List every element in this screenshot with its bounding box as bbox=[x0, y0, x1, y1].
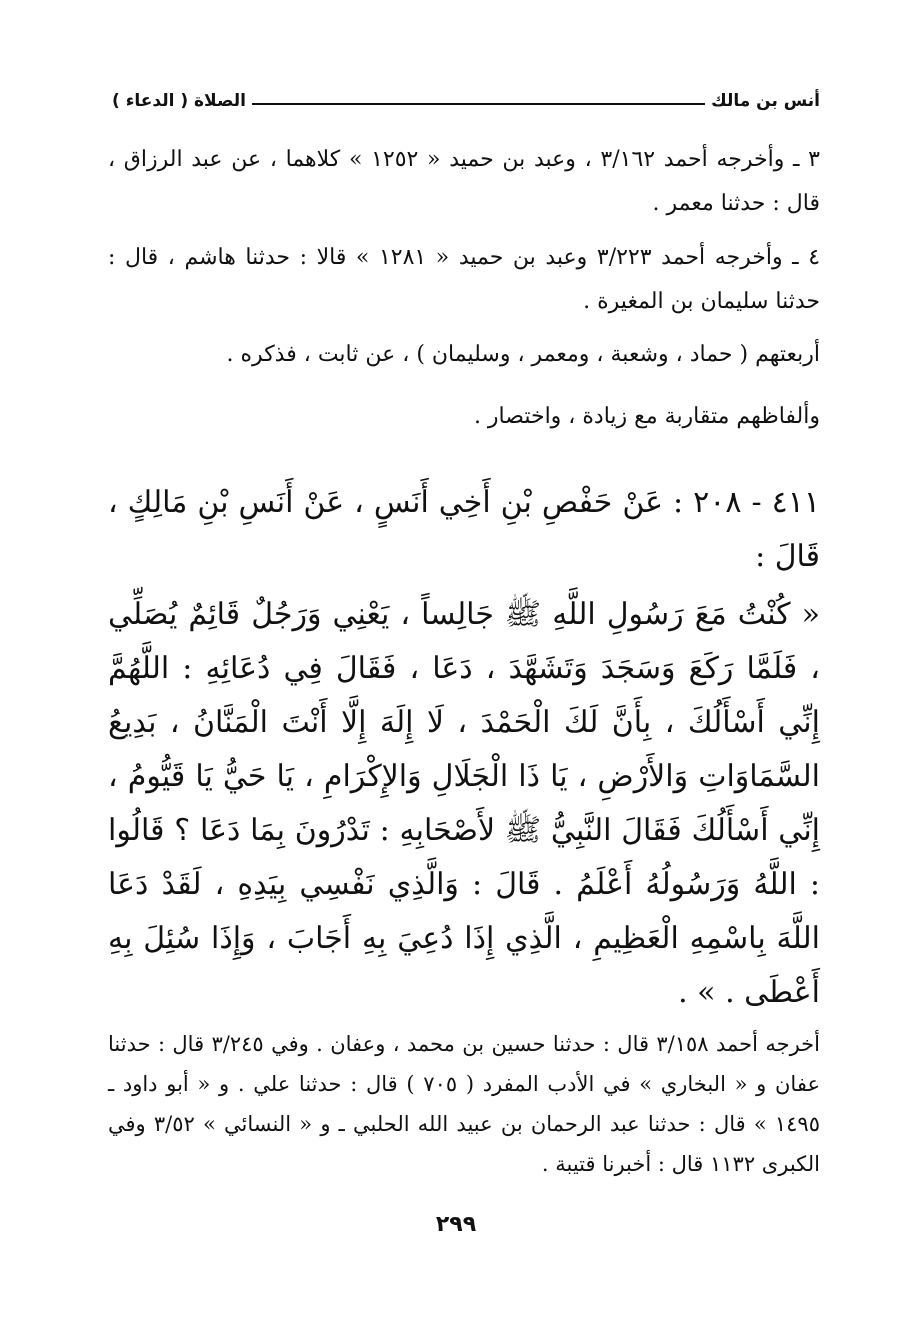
hadith-body bbox=[108, 588, 820, 1020]
hadith-heading bbox=[108, 476, 820, 584]
note-3-text: ٣ ـ وأخرجه أحمد ٣/١٦٢ ، وعبد بن حميد « ١٢٥٢ » كلاهما ، عن عبد الرزاق ، قال : حدثنا معمر . bbox=[108, 147, 820, 216]
note-4 bbox=[108, 236, 820, 324]
note-3 bbox=[108, 138, 820, 226]
header-section: الصلاة ( الدعاء ) bbox=[112, 91, 246, 111]
header-author: أنس بن مالك bbox=[711, 91, 820, 111]
header-rule bbox=[252, 103, 705, 105]
note-4-text: ٤ ـ وأخرجه أحمد ٣/٢٢٣ وعبد بن حميد « ١٢٨١ » قالا : حدثنا هاشم ، قال : حدثنا سليمان بن المغيرة . bbox=[108, 245, 821, 314]
footnote bbox=[108, 1024, 820, 1184]
summary-line-2: وألفاظهم متقاربة مع زيادة ، واختصار . bbox=[473, 404, 820, 429]
page-number: ٢٩٩ bbox=[435, 1212, 477, 1237]
footnote-text: أخرجه أحمد ٣/١٥٨ قال : حدثنا حسين بن محمد ، وعفان . وفي ٣/٢٤٥ قال : حدثنا عفان و « البخاري » في الأدب المفرد ( ٧٠٥ ) قال : حدثنا علي . و « أبو داود ـ ١٤٩٥ » قال : حدثنا عبد الرحمان بن عبيد الله الحلبي ـ و « النسائي » ٣/٥٢ وفي الكبرى ١١٣٢ قال : أخبرنا قتيبة . bbox=[108, 1032, 820, 1176]
hadith-text: « كُنْتُ مَعَ رَسُولِ اللَّهِ ﷺ جَالِساً ، يَعْنِي وَرَجُلٌ قَائِمٌ يُصَلِّي ، فَلَمَّا رَكَعَ وَسَجَدَ وَتَشَهَّدَ ، دَعَا ، فَقَالَ فِي دُعَائِهِ : اللَّهُمَّ إِنِّي أَسْأَلُكَ ، بِأَنَّ لَكَ الْحَمْدَ ، لَا إِلَهَ إِلَّا أَنْتَ الْمَنَّانُ ، بَدِيعُ السَّمَاوَاتِ وَالأَرْضِ ، يَا ذَا الْجَلَالِ وَالإِكْرَامِ ، يَا حَيُّ يَا قَيُّومُ ، إِنِّي أَسْأَلُكَ فَقَالَ النَّبِيُّ ﷺ لأَصْحَابِهِ : تَدْرُونَ بِمَا دَعَا ؟ قَالُوا : اللَّهُ وَرَسُولُهُ أَعْلَمُ . قَالَ : وَالَّذِي نَفْسِي بِيَدِهِ ، لَقَدْ دَعَا اللَّهَ بِاسْمِهِ الْعَظِيمِ ، الَّذِي إِذَا دُعِيَ بِهِ أَجَابَ ، وَإِذَا سُئِلَ بِهِ أَعْطَى . » . bbox=[108, 597, 820, 1010]
summary bbox=[108, 324, 820, 448]
running-header bbox=[112, 86, 820, 116]
hadith-heading-text: ٤١١ - ٢٠٨ : عَنْ حَفْصِ بْنِ أَخِي أَنَسٍ ، عَنْ أَنَسِ بْنِ مَالِكٍ ، قَالَ : bbox=[108, 485, 820, 574]
summary-line-1: أربعتهم ( حماد ، وشعبة ، ومعمر ، وسليمان ) ، عن ثابت ، فذكره . bbox=[226, 342, 820, 367]
